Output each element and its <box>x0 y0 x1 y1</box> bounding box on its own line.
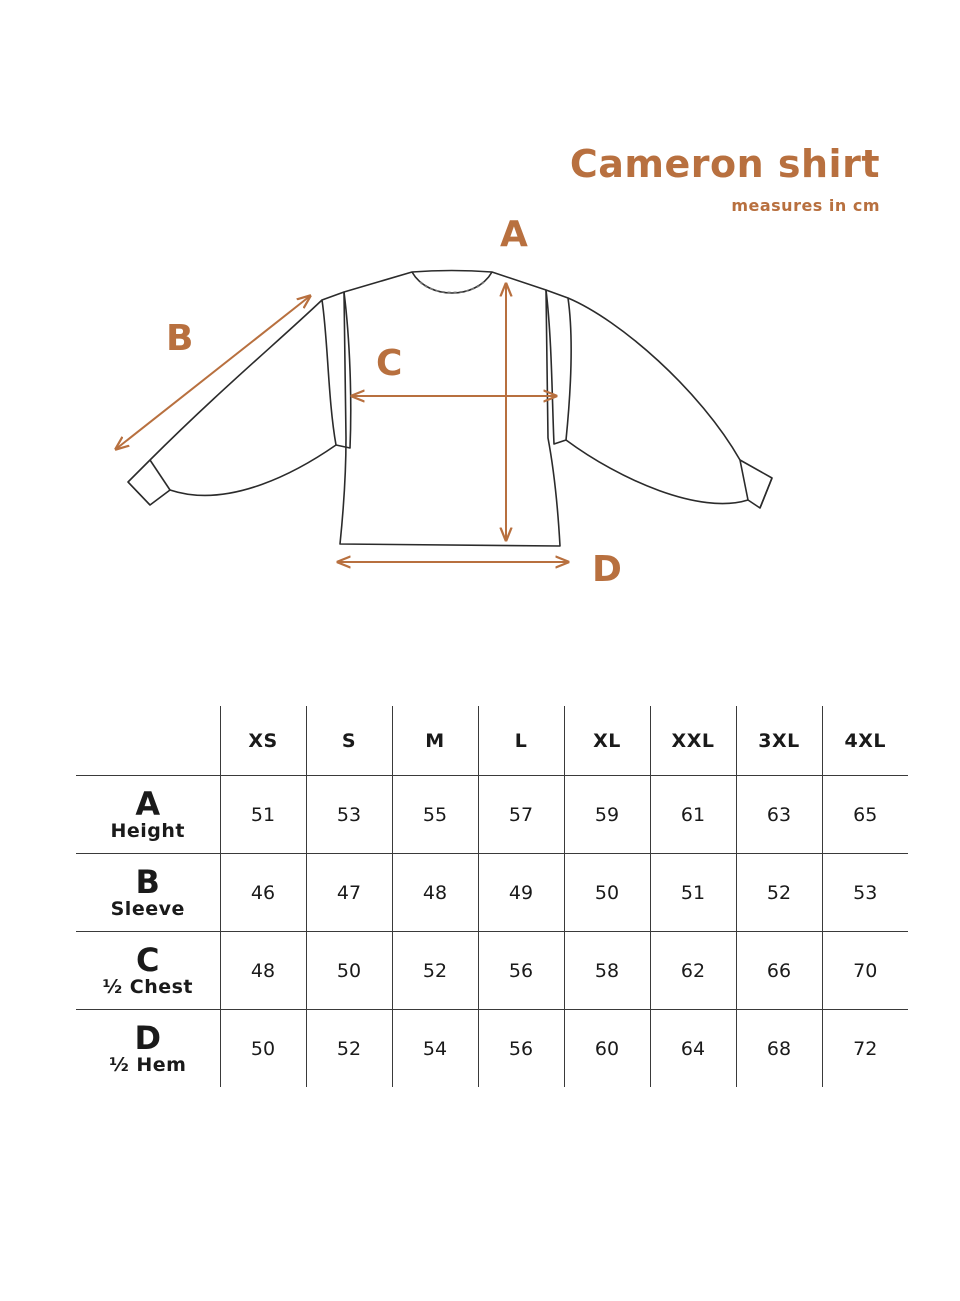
table-row <box>76 776 908 854</box>
table-cell: 51 <box>220 776 306 854</box>
table-cell: 68 <box>736 1010 822 1088</box>
row-letter: B <box>135 862 160 901</box>
label-a: A <box>500 214 528 255</box>
table-cell: 50 <box>220 1010 306 1088</box>
table-cell: 70 <box>822 932 908 1010</box>
header-corner <box>76 706 220 776</box>
row-letter: C <box>136 940 160 979</box>
arrow-b-sleeve <box>116 296 310 449</box>
column-header: 3XL <box>736 706 822 776</box>
row-name: ½ Hem <box>109 1053 187 1076</box>
table-cell: 54 <box>392 1010 478 1088</box>
row-header <box>76 932 220 1010</box>
table-cell: 59 <box>564 776 650 854</box>
table-cell: 52 <box>306 1010 392 1088</box>
table-cell: 56 <box>478 1010 564 1088</box>
row-header <box>76 776 220 854</box>
row-name: Sleeve <box>110 897 185 920</box>
table-cell: 63 <box>736 776 822 854</box>
row-letter: D <box>134 1018 162 1057</box>
row-name: Height <box>110 819 185 842</box>
table-cell: 64 <box>650 1010 736 1088</box>
label-c: C <box>376 343 403 384</box>
column-header: XL <box>564 706 650 776</box>
table-cell: 50 <box>306 932 392 1010</box>
table-cell: 72 <box>822 1010 908 1088</box>
table-cell: 48 <box>392 854 478 932</box>
units-subtitle: measures in cm <box>731 196 880 215</box>
column-header: 4XL <box>822 706 908 776</box>
table-cell: 53 <box>822 854 908 932</box>
table-header-row <box>76 706 908 776</box>
column-header: XS <box>220 706 306 776</box>
column-header: S <box>306 706 392 776</box>
size-table <box>76 706 908 1087</box>
table-cell: 65 <box>822 776 908 854</box>
shirt-diagram <box>0 0 960 640</box>
shirt-outline <box>128 271 772 547</box>
row-letter: A <box>135 784 161 823</box>
table-cell: 46 <box>220 854 306 932</box>
table-row <box>76 1010 908 1088</box>
table-row <box>76 932 908 1010</box>
table-cell: 52 <box>392 932 478 1010</box>
table-cell: 62 <box>650 932 736 1010</box>
table-cell: 49 <box>478 854 564 932</box>
table-cell: 51 <box>650 854 736 932</box>
page-title: Cameron shirt <box>569 142 880 186</box>
column-header: L <box>478 706 564 776</box>
table-cell: 58 <box>564 932 650 1010</box>
row-header <box>76 854 220 932</box>
table-cell: 61 <box>650 776 736 854</box>
table-cell: 48 <box>220 932 306 1010</box>
table-cell: 47 <box>306 854 392 932</box>
table-row <box>76 854 908 932</box>
table-cell: 57 <box>478 776 564 854</box>
table-cell: 52 <box>736 854 822 932</box>
table-cell: 53 <box>306 776 392 854</box>
label-b: B <box>166 318 194 359</box>
table-cell: 56 <box>478 932 564 1010</box>
column-header: M <box>392 706 478 776</box>
table-cell: 66 <box>736 932 822 1010</box>
table-cell: 60 <box>564 1010 650 1088</box>
table-cell: 55 <box>392 776 478 854</box>
row-name: ½ Chest <box>102 975 194 998</box>
table-cell: 50 <box>564 854 650 932</box>
column-header: XXL <box>650 706 736 776</box>
label-d: D <box>592 549 622 590</box>
row-header <box>76 1010 220 1088</box>
